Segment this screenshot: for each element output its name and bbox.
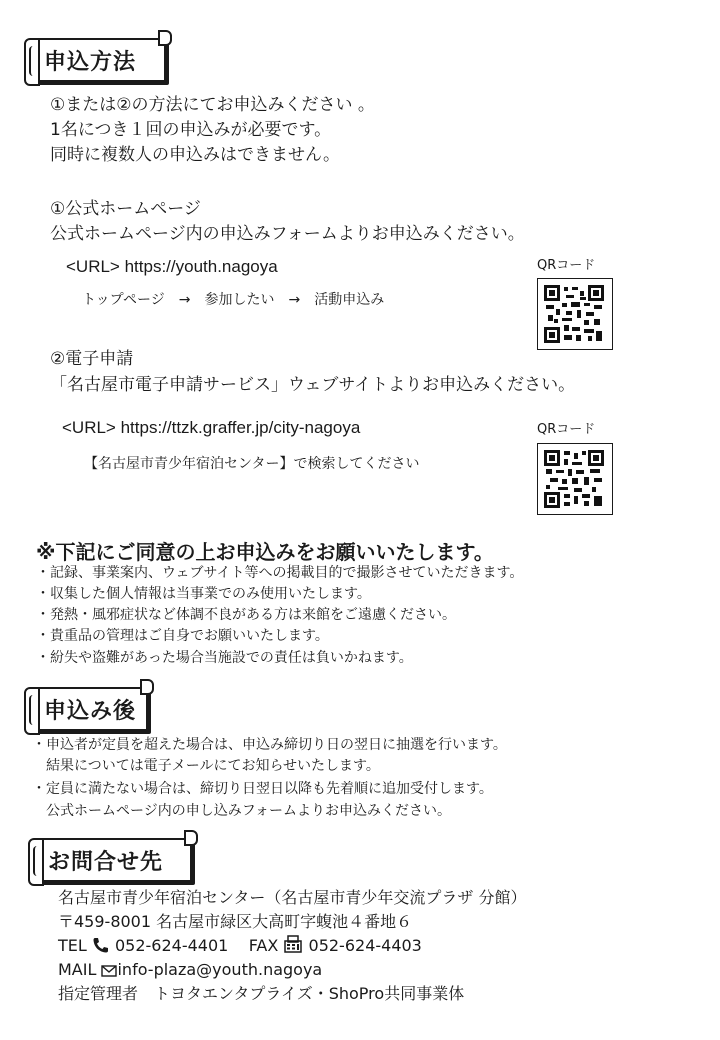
intro-line-3: 同時に複数人の申込みはできません。: [50, 145, 341, 165]
after-apply-line: 結果については電子メールにてお知らせいたします。: [32, 758, 380, 774]
method1-url[interactable]: <URL> https://youth.nagoya: [66, 257, 278, 276]
method2-description: 「名古屋市電子申請サービス」ウェブサイトよりお申込みください。: [50, 375, 576, 395]
tel-number[interactable]: 052-624-4401: [114, 936, 229, 955]
consent-item: ・貴重品の管理はご自身でお願いいたします。: [36, 628, 329, 644]
qr-code-pattern: [544, 450, 604, 508]
qr-label: QRコード: [537, 422, 596, 437]
method1-navigation-path: トップページ → 参加したい → 活動申込み: [82, 292, 385, 308]
after-apply-line: ・定員に満たない場合は、締切り日翌日以降も先着順に追加受付します。: [32, 781, 493, 797]
method2-url[interactable]: <URL> https://ttzk.graffer.jp/city-nagoya: [62, 418, 361, 437]
fax-number: 052-624-4403: [308, 936, 422, 955]
contact-organization: 名古屋市青少年宿泊センター（名古屋市青少年交流プラザ 分館）: [58, 888, 527, 907]
method1-description: 公式ホームページ内の申込みフォームよりお申込みください。: [50, 224, 525, 244]
qr-code-pattern: [544, 285, 604, 343]
section-title: お問合せ先: [48, 850, 164, 875]
method1-heading: ①公式ホームページ: [50, 199, 201, 219]
qr-code-icon[interactable]: [537, 278, 613, 350]
consent-item: ・発熱・風邪症状など体調不良がある方は来館をご遠慮ください。: [36, 607, 456, 623]
mail-icon: [101, 965, 117, 977]
contact-address: 〒459-8001 名古屋市緑区大高町字蝮池４番地６: [58, 912, 413, 931]
contact-manager: 指定管理者 トヨタエンタプライズ・ShoPro共同事業体: [58, 984, 465, 1003]
mail-label: MAIL: [58, 960, 97, 979]
intro-line-2: 1名につき１回の申込みが必要です。: [50, 120, 332, 140]
section-heading-after-apply: [32, 687, 148, 731]
section-title: 申込方法: [44, 50, 137, 75]
method2-heading: ②電子申請: [50, 349, 134, 369]
tel-label: TEL: [58, 936, 87, 955]
section-heading-contact: [36, 838, 192, 882]
consent-title: ※下記にご同意の上お申込みをお願いいたします。: [36, 540, 494, 564]
qr-code-icon[interactable]: [537, 443, 613, 515]
consent-item: ・収集した個人情報は当事業でのみ使用いたします。: [36, 586, 371, 602]
contact-phone-fax: [58, 935, 422, 957]
after-apply-line: ・申込者が定員を超えた場合は、申込み締切り日の翌日に抽選を行います。: [32, 737, 507, 753]
section-title: 申込み後: [44, 699, 137, 724]
mail-address[interactable]: info-plaza@youth.nagoya: [117, 960, 323, 979]
qr-label: QRコード: [537, 258, 596, 273]
fax-icon: [283, 935, 303, 953]
consent-item: ・紛失や盗難があった場合当施設での責任は負いかねます。: [36, 650, 413, 666]
intro-line-1: ①または②の方法にてお申込みください 。: [50, 95, 375, 115]
section-heading-apply-method: [32, 38, 166, 82]
fax-label: FAX: [248, 936, 279, 955]
contact-mail: [58, 959, 322, 981]
method2-search-hint: 【名古屋市青少年宿泊センター】で検索してください: [84, 456, 420, 472]
after-apply-line: 公式ホームページ内の申し込みフォームよりお申込みください。: [32, 803, 452, 819]
phone-icon: [92, 937, 110, 953]
consent-item: ・記録、事業案内、ウェブサイト等への掲載目的で撮影させていただきます。: [36, 565, 524, 581]
